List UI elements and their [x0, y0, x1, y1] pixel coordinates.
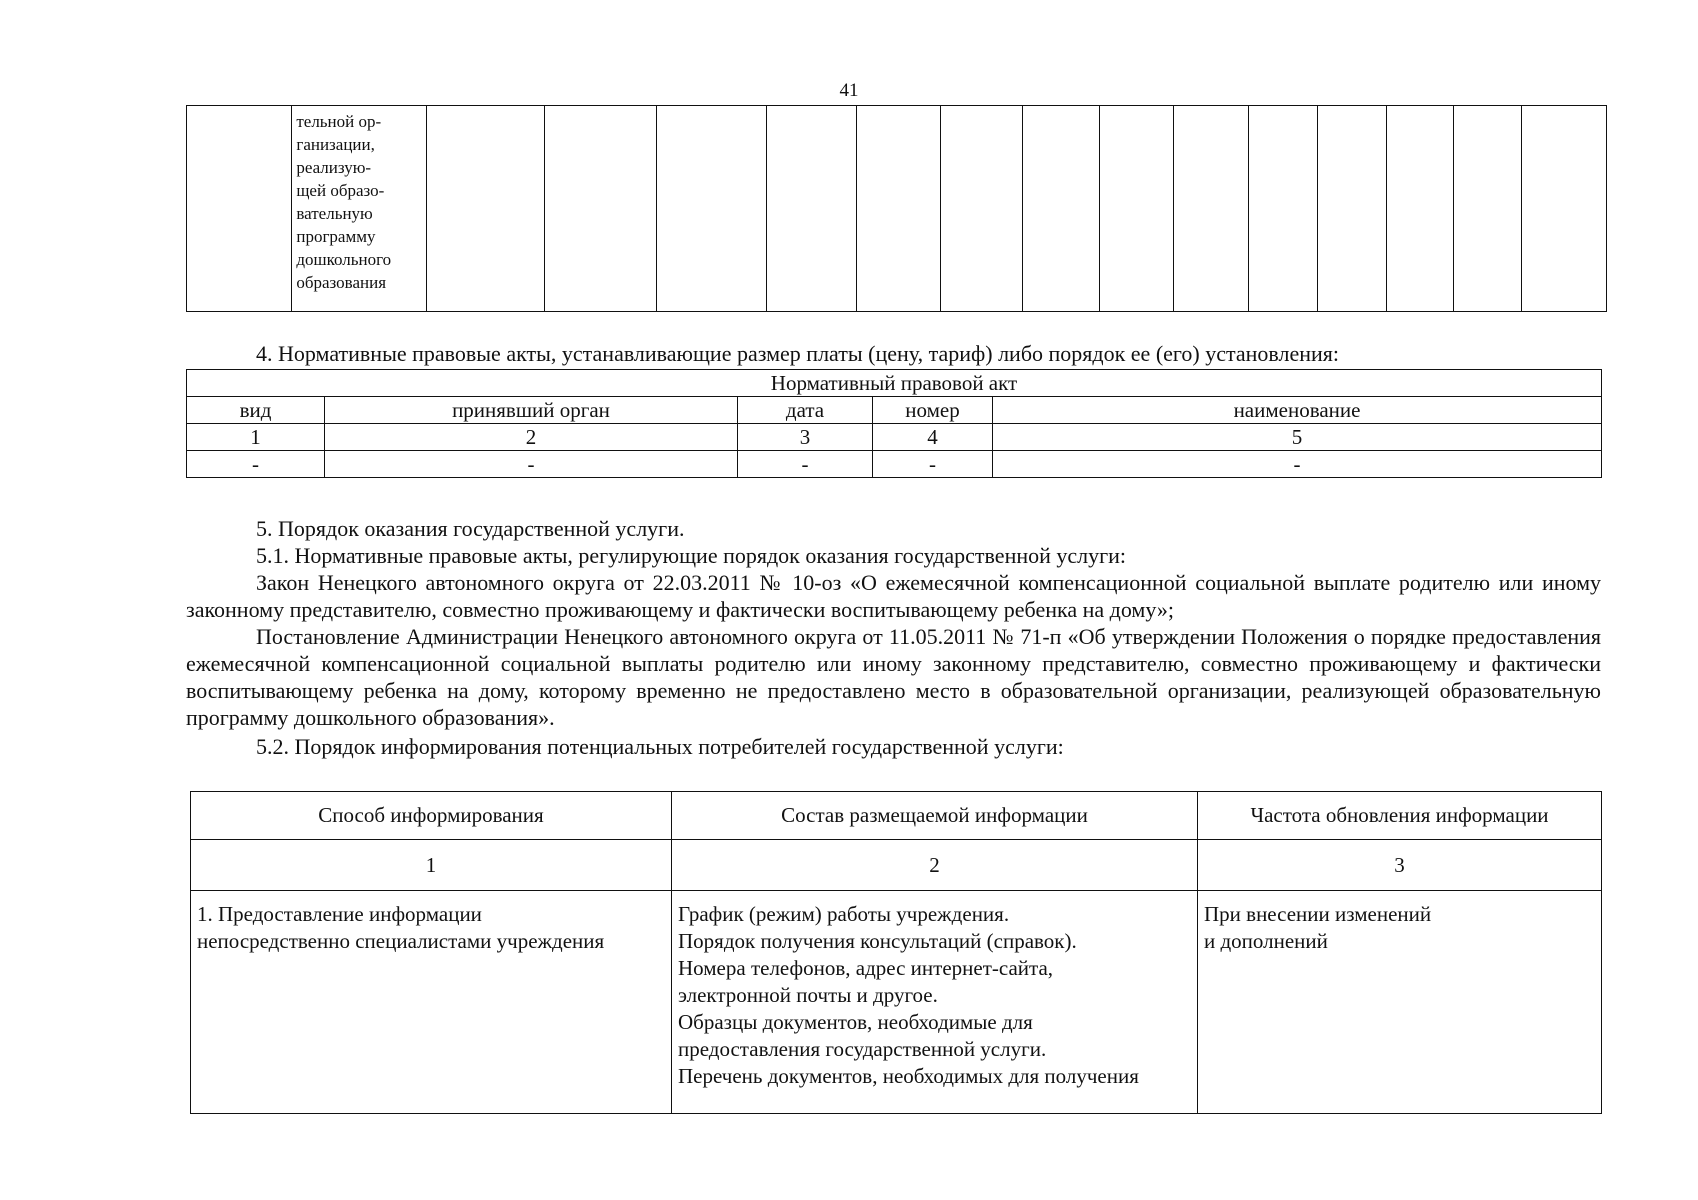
cell-text-line: 1. Предоставление информации	[197, 902, 482, 926]
column-number: 4	[873, 424, 993, 451]
cell-text-line: программу	[296, 227, 376, 246]
section-5-1-heading: 5.1. Нормативные правовые акты, регулирующие порядок оказания государственной услуги:	[256, 543, 1127, 568]
table-cell	[1521, 106, 1606, 312]
column-number: 3	[738, 424, 873, 451]
cell-text-line: Перечень документов, необходимых для получения	[678, 1064, 1139, 1088]
table-cell	[292, 106, 426, 312]
column-header: вид	[187, 397, 325, 424]
table-cell: -	[738, 451, 873, 478]
table-cell	[1454, 106, 1522, 312]
table-cell	[767, 106, 856, 312]
table-row	[191, 840, 1602, 891]
column-number: 5	[993, 424, 1602, 451]
cell-text-line: ганизации,	[296, 135, 375, 154]
column-number: 2	[672, 840, 1198, 891]
table-row	[187, 424, 1602, 451]
information-table	[190, 791, 1602, 1114]
table-header-row	[187, 397, 1602, 424]
table-cell	[1173, 106, 1248, 312]
table-cell: -	[873, 451, 993, 478]
column-number: 3	[1198, 840, 1602, 891]
column-number: 2	[325, 424, 738, 451]
page-number: 41	[839, 80, 859, 101]
cell-text-line: График (режим) работы учреждения.	[678, 902, 1010, 926]
table-row	[191, 891, 1602, 1114]
law-text: Закон Ненецкого автономного округа от 22.03.2011 № 10-оз «О ежемесячной компенсационной социальной выплате родителю или иному законному представителю, совместно проживающему и фактически воспитывающему ребенка на дому»;	[186, 570, 1601, 622]
section-5-2-heading: 5.2. Порядок информирования потенциальных потребителей государственной услуги:	[256, 734, 1064, 759]
table-cell	[1317, 106, 1386, 312]
table-cell: -	[325, 451, 738, 478]
continuation-table	[186, 105, 1607, 312]
column-header: Способ информирования	[191, 792, 672, 840]
cell-text-line: вательную	[296, 204, 373, 223]
section-5-title: 5. Порядок оказания государственной услуги.	[256, 516, 685, 541]
cell-text-line: щей образо-	[296, 181, 385, 200]
section-4-heading: 4. Нормативные правовые акты, устанавливающие размер платы (цену, тариф) либо порядок ее (его) установления:	[256, 341, 1340, 366]
column-number: 1	[187, 424, 325, 451]
cell-text-line: При внесении изменений	[1204, 902, 1432, 926]
table-cell	[426, 106, 544, 312]
column-header: принявший орган	[325, 397, 738, 424]
cell-text-line: Образцы документов, необходимые для	[678, 1010, 1033, 1034]
column-header: дата	[738, 397, 873, 424]
law-paragraph	[186, 569, 1601, 731]
cell-text-line: предоставления государственной услуги.	[678, 1037, 1047, 1061]
table-row	[187, 370, 1602, 397]
column-header: Состав размещаемой информации	[672, 792, 1198, 840]
table-cell: -	[187, 451, 325, 478]
cell-text-line: Номера телефонов, адрес интернет-сайта,	[678, 956, 1054, 980]
cell-text-line: реализую-	[296, 158, 372, 177]
table-cell	[187, 106, 292, 312]
frequency-cell	[1198, 891, 1602, 1114]
cell-text-line: образования	[296, 273, 387, 292]
column-header: наименование	[993, 397, 1602, 424]
table-cell	[1099, 106, 1173, 312]
cell-text-line: непосредственно специалистами учреждения	[197, 929, 605, 953]
table-cell	[856, 106, 940, 312]
cell-text-line: электронной почты и другое.	[678, 983, 938, 1007]
table-cell	[656, 106, 767, 312]
table-cell	[1386, 106, 1454, 312]
cell-text-line: дошкольного	[296, 250, 392, 269]
cell-text-line: тельной ор-	[296, 112, 382, 131]
column-header: номер	[873, 397, 993, 424]
table-row	[187, 451, 1602, 478]
column-number: 1	[191, 840, 672, 891]
method-cell	[191, 891, 672, 1114]
table-row	[187, 106, 1607, 312]
content-cell	[672, 891, 1198, 1114]
decree-text: Постановление Администрации Ненецкого автономного округа от 11.05.2011 № 71-п «Об утверждении Положения о порядке предоставления ежемесячной компенсационной социальной выплаты родителю или иному законному представителю, совместно проживающему и фактически воспитывающему ребенка на дому, которому временно не предоставлено место в образовательной организации, реализующей образовательную программу дошкольного образования».	[186, 624, 1601, 730]
table-cell	[940, 106, 1023, 312]
table-caption: Нормативный правовой акт	[187, 370, 1602, 397]
column-header: Частота обновления информации	[1198, 792, 1602, 840]
table-cell: -	[993, 451, 1602, 478]
table-cell	[1248, 106, 1317, 312]
table-header-row	[191, 792, 1602, 840]
table-cell	[544, 106, 656, 312]
table-cell	[1023, 106, 1099, 312]
cell-text-line: и дополнений	[1204, 929, 1328, 953]
cell-text-line: Порядок получения консультаций (справок).	[678, 929, 1077, 953]
legal-acts-table	[186, 369, 1602, 478]
